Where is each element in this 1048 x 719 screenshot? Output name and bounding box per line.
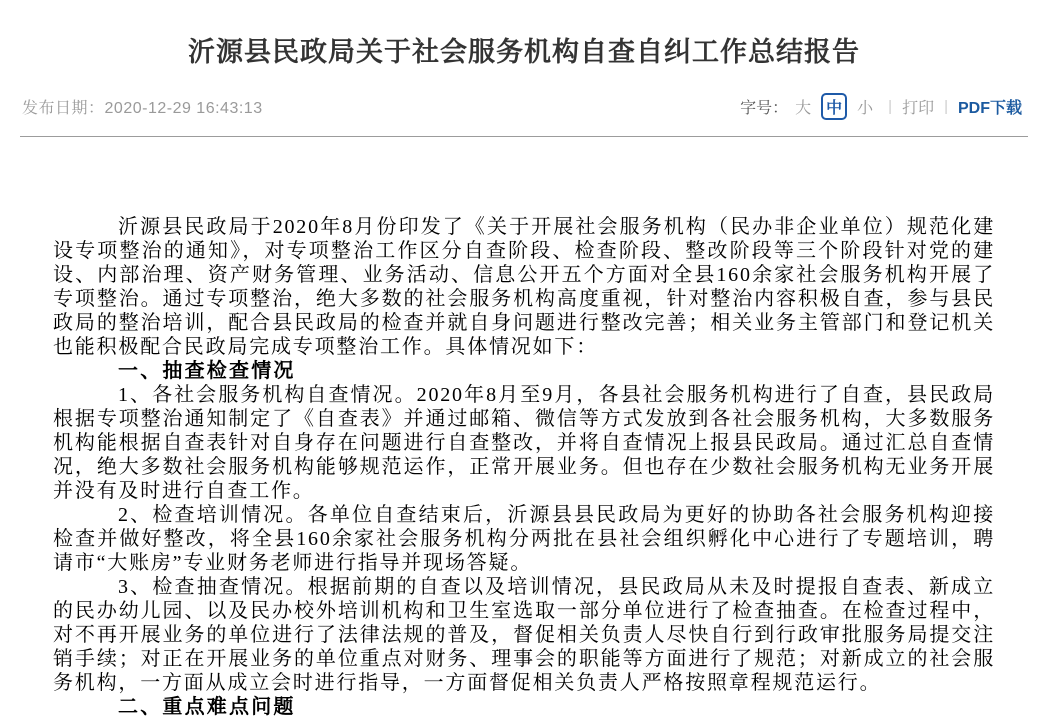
font-size-label: 字号： [740, 99, 789, 117]
section-heading: 一、抽查检查情况 [118, 360, 296, 382]
article-body [53, 215, 995, 719]
separator: | [944, 97, 948, 115]
article-paragraph: 1、各社会服务机构自查情况。2020年8月至9月，各县社会服务机构进行了自查，县民政局根据专项整治通知制定了《自查表》并通过邮箱、微信等方式发放到各社会服务机构，大多数服务机构能根据自查表针对自身存在问题进行自查整改，并将自查情况上报县民政局。通过汇总自查情况，绝大多数社会服务机构能够规范运作，正常开展业务。但也存在少数社会服务机构无业务开展并没有及时进行自查工作。 [53, 384, 995, 502]
font-size-small-button[interactable]: 小 [857, 99, 874, 117]
publish-date-value: 2020-12-29 16:43:13 [104, 99, 263, 117]
page-title: 沂源县民政局关于社会服务机构自查自纠工作总结报告 [188, 37, 860, 67]
meta-bar [22, 92, 1022, 120]
pdf-download-button[interactable]: PDF下载 [957, 99, 1022, 117]
article-paragraph: 3、检查抽查情况。根据前期的自查以及培训情况，县民政局从未及时提报自查表、新成立的民办幼儿园、以及民办校外培训机构和卫生室选取一部分单位进行了检查抽查。在检查过程中，对不再开展业务的单位进行了法律法规的普及，督促相关负责人尽快自行到行政审批服务局提交注销手续；对正在开展业务的单位重点对财务、理事会的职能等方面进行了规范；对新成立的社会服务机构，一方面从成立会时进行指导，一方面督促相关负责人严格按照章程规范运行。 [53, 576, 995, 694]
meta-controls [740, 93, 1022, 120]
separator: | [888, 97, 893, 115]
print-button[interactable]: 打印 [902, 99, 935, 117]
font-size-large-button[interactable]: 大 [795, 99, 812, 117]
publish-date [22, 95, 263, 118]
font-size-medium-button[interactable]: 中 [821, 93, 847, 120]
publish-date-label: 发布日期： [22, 99, 105, 117]
section-heading: 二、重点难点问题 [118, 696, 296, 718]
article-paragraph: 2、检查培训情况。各单位自查结束后，沂源县县民政局为更好的协助各社会服务机构迎接检查并做好整改，将全县160余家社会服务机构分两批在县社会组织孵化中心进行了专题培训，聘请市“大账房”专业财务老师进行指导并现场答疑。 [53, 504, 995, 574]
article-paragraph: 沂源县民政局于2020年8月份印发了《关于开展社会服务机构（民办非企业单位）规范化建设专项整治的通知》，对专项整治工作区分自查阶段、检查阶段、整改阶段等三个阶段针对党的建设、内部治理、资产财务管理、业务活动、信息公开五个方面对全县160余家社会服务机构开展了专项整治。通过专项整治，绝大多数的社会服务机构高度重视，针对整治内容积极自查，参与县民政局的整治培训，配合县民政局的检查并就自身问题进行整改完善；相关业务主管部门和登记机关也能积极配合民政局完成专项整治工作。具体情况如下： [53, 216, 995, 358]
header-divider [20, 136, 1028, 137]
